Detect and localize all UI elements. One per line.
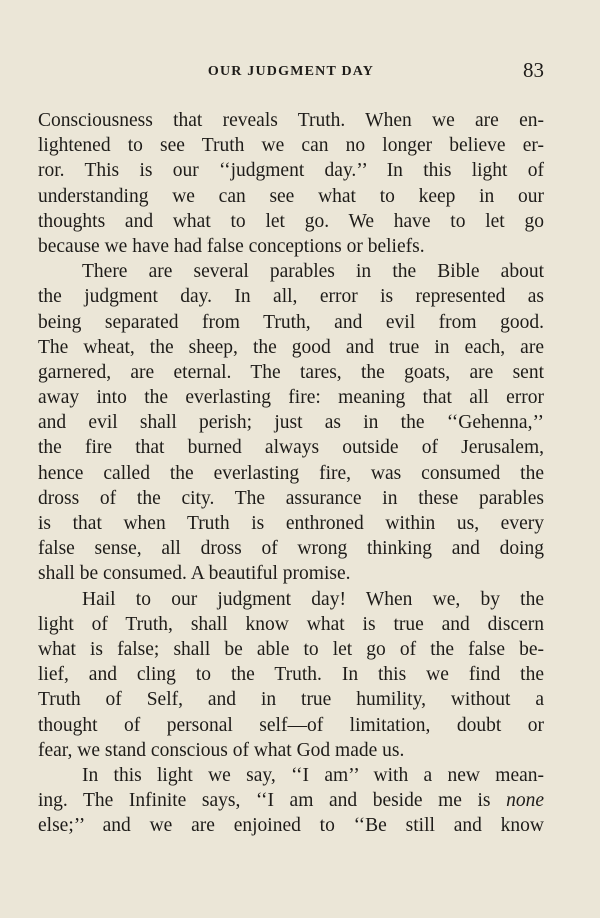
text-line: because we have had false conceptions or beliefs. (38, 235, 425, 257)
text-line: away into the everlasting fire: meaning that all error (38, 387, 544, 409)
text-line: understanding we can see what to keep in our (38, 185, 544, 207)
text-line: is that when Truth is enthroned within us, every (38, 513, 544, 534)
text-line: The wheat, the sheep, the good and true in each, are (38, 336, 544, 358)
emphasis-word: none (506, 790, 544, 812)
text-line: dross of the city. The assurance in these parables (38, 487, 544, 509)
text-line (38, 788, 544, 813)
text-line: fear, we stand conscious of what God made us. (38, 739, 405, 761)
text-line: thoughts and what to let go. We have to let go (38, 210, 544, 232)
text-line: In this light we say, ‘‘I am’’ with a new mean- (82, 764, 544, 786)
text-line: shall be consumed. A beautiful promise. (38, 563, 351, 585)
text-line: being separated from Truth, and evil from good. (38, 311, 544, 333)
text-line: what is false; shall be able to let go of the false be- (38, 638, 544, 660)
text-line: thought of personal self—of limitation, doubt or (38, 714, 544, 736)
text-line: the fire that burned always outside of Jerusalem, (38, 437, 544, 459)
text-line: and evil shall perish; just as in the ‘‘Gehenna,’’ (38, 412, 544, 434)
text-line-part: ing. The Infinite says, ‘‘I am and beside me is (38, 790, 507, 812)
text-line: light of Truth, shall know what is true and discern (38, 613, 544, 635)
paragraph (38, 763, 544, 839)
paragraph (38, 259, 544, 586)
text-line: Hail to our judgment day! When we, by the (82, 588, 544, 610)
running-head (38, 58, 544, 88)
text-line: lief, and cling to the Truth. In this we find the (38, 664, 544, 686)
text-line: garnered, are eternal. The tares, the goats, are sent (38, 361, 544, 383)
text-line: Truth of Self, and in true humility, without a (38, 689, 544, 711)
text-line: the judgment day. In all, error is represented as (38, 286, 544, 308)
text-line: ror. This is our ‘‘judgment day.’’ In this light of (38, 160, 544, 182)
text-line: else;’’ and we are enjoined to ‘‘Be still and know (38, 815, 544, 837)
paragraph (38, 587, 544, 763)
body-text (38, 108, 544, 838)
page-number: 83 (523, 58, 544, 82)
text-line: Consciousness that reveals Truth. When we are en- (38, 110, 544, 131)
text-line: There are several parables in the Bible about (82, 261, 544, 283)
running-title: OUR JUDGMENT DAY (207, 64, 375, 79)
paragraph (38, 108, 544, 259)
text-line: hence called the everlasting fire, was consumed the (38, 462, 544, 484)
text-line: false sense, all dross of wrong thinking and doing (38, 538, 544, 560)
text-line: lightened to see Truth we can no longer believe er- (38, 135, 544, 157)
